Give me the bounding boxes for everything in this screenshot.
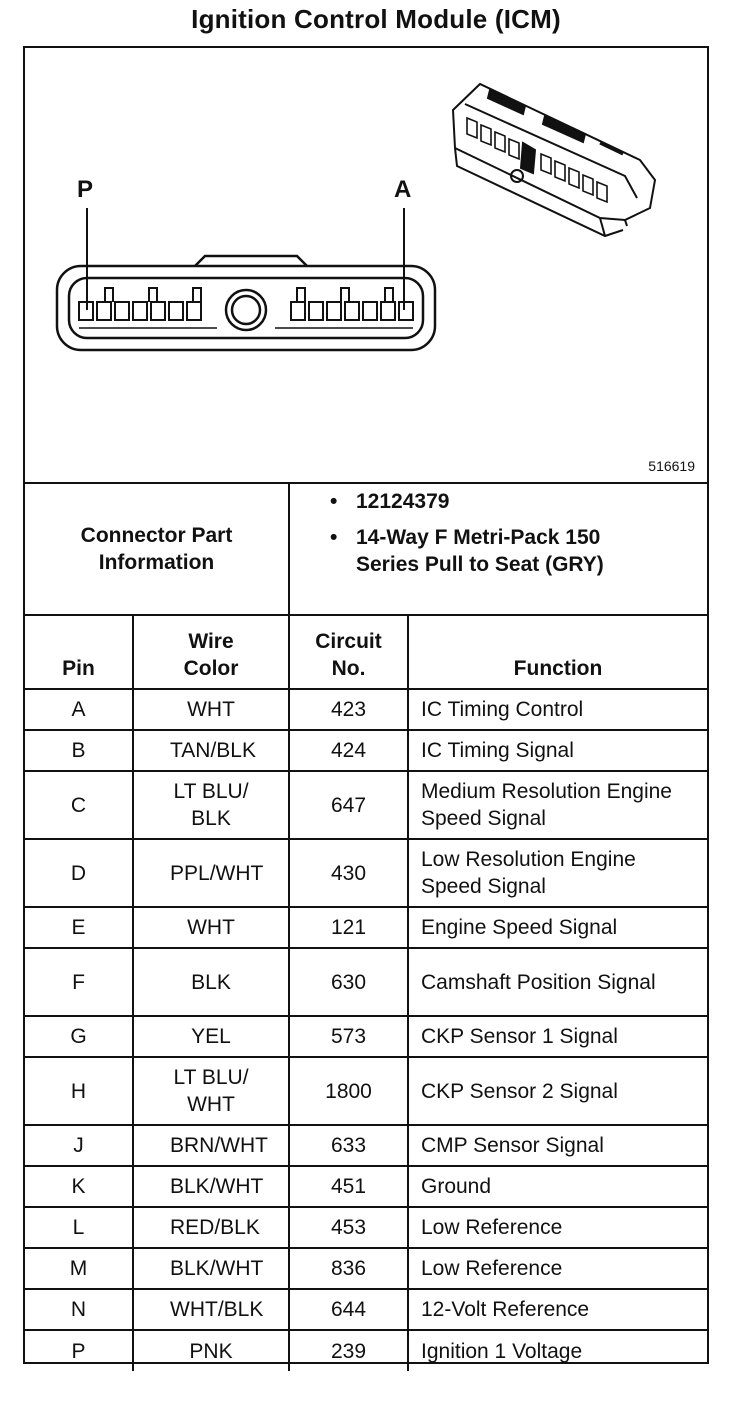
pin-cell: H <box>25 1057 133 1125</box>
pin-cell: L <box>25 1207 133 1248</box>
pin-cell: K <box>25 1166 133 1207</box>
pin-cell: D <box>25 839 133 907</box>
wire-color-cell: WHT <box>133 689 289 730</box>
wire-color-cell: RED/BLK <box>133 1207 289 1248</box>
table-row <box>25 689 707 730</box>
function-cell: IC Timing Signal <box>408 730 707 771</box>
circuit-cell: 423 <box>289 689 408 730</box>
wire-color-cell: WHT <box>133 907 289 948</box>
pin-cell: F <box>25 948 133 1016</box>
circuit-cell: 633 <box>289 1125 408 1166</box>
table-row <box>25 1207 707 1248</box>
table-row <box>25 907 707 948</box>
connector-info-label <box>25 484 290 614</box>
pin-leader-lines <box>87 208 404 310</box>
table-header-row <box>25 616 707 689</box>
header-function: Function <box>408 616 707 689</box>
circuit-cell: 424 <box>289 730 408 771</box>
page-title: Ignition Control Module (ICM) <box>191 4 561 34</box>
header-wire-color: Wire Color <box>133 616 289 689</box>
connector-part-info <box>25 484 707 616</box>
connector-sheet <box>23 46 709 1364</box>
function-cell: 12-Volt Reference <box>408 1289 707 1330</box>
table-row <box>25 839 707 907</box>
pin-label-a: A <box>394 176 412 203</box>
wire-color-cell: WHT/BLK <box>133 1289 289 1330</box>
function-cell: Low Resolution Engine Speed Signal <box>408 839 707 907</box>
pin-label-p: P <box>77 176 94 203</box>
pin-cell: A <box>25 689 133 730</box>
pin-cell: C <box>25 771 133 839</box>
wire-color-cell: BLK <box>133 948 289 1016</box>
function-cell: Ground <box>408 1166 707 1207</box>
pin-cell: G <box>25 1016 133 1057</box>
connector-info-label-line2: Information <box>98 551 215 574</box>
circuit-cell: 644 <box>289 1289 408 1330</box>
header-pin: Pin <box>25 616 133 689</box>
wire-color-cell: BLK/WHT <box>133 1166 289 1207</box>
wire-color-cell: TAN/BLK <box>133 730 289 771</box>
pin-cell: P <box>25 1330 133 1371</box>
function-cell: Low Reference <box>408 1248 707 1289</box>
connector-perspective-icon <box>453 84 655 236</box>
wire-color-cell: YEL <box>133 1016 289 1057</box>
function-cell: Ignition 1 Voltage <box>408 1330 707 1371</box>
pinout-table <box>25 616 707 1371</box>
figure-number: 516619 <box>648 458 695 474</box>
table-row <box>25 948 707 1016</box>
circuit-cell: 451 <box>289 1166 408 1207</box>
wire-color-cell: LT BLU/ WHT <box>133 1057 289 1125</box>
circuit-cell: 1800 <box>289 1057 408 1125</box>
table-row <box>25 730 707 771</box>
table-row <box>25 1330 707 1371</box>
wire-color-cell: BLK/WHT <box>133 1248 289 1289</box>
pin-cell: E <box>25 907 133 948</box>
table-row <box>25 771 707 839</box>
function-cell: IC Timing Control <box>408 689 707 730</box>
circuit-cell: 647 <box>289 771 408 839</box>
function-cell: CKP Sensor 1 Signal <box>408 1016 707 1057</box>
connector-drawing <box>25 48 707 482</box>
function-cell: Camshaft Position Signal <box>408 948 707 1016</box>
circuit-cell: 573 <box>289 1016 408 1057</box>
connector-info-label-line1: Connector Part <box>80 524 233 547</box>
part-number: • 12124379 <box>326 488 700 515</box>
circuit-cell: 836 <box>289 1248 408 1289</box>
wire-color-cell: LT BLU/ BLK <box>133 771 289 839</box>
function-cell: CMP Sensor Signal <box>408 1125 707 1166</box>
connector-diagram <box>25 48 707 484</box>
circuit-cell: 453 <box>289 1207 408 1248</box>
function-cell: Engine Speed Signal <box>408 907 707 948</box>
pin-cell: J <box>25 1125 133 1166</box>
circuit-cell: 430 <box>289 839 408 907</box>
table-row <box>25 1057 707 1125</box>
wire-color-cell: BRN/WHT <box>133 1125 289 1166</box>
pin-cell: B <box>25 730 133 771</box>
wire-color-cell: PPL/WHT <box>133 839 289 907</box>
circuit-cell: 239 <box>289 1330 408 1371</box>
circuit-cell: 630 <box>289 948 408 1016</box>
circuit-cell: 121 <box>289 907 408 948</box>
function-cell: CKP Sensor 2 Signal <box>408 1057 707 1125</box>
header-circuit-no: Circuit No. <box>289 616 408 689</box>
function-cell: Low Reference <box>408 1207 707 1248</box>
pin-cell: N <box>25 1289 133 1330</box>
connector-description: • 14-Way F Metri-Pack 150 Series Pull to Seat (GRY) <box>326 524 646 578</box>
table-row <box>25 1248 707 1289</box>
14-way-connector-icon <box>57 256 435 350</box>
wire-color-cell: PNK <box>133 1330 289 1371</box>
table-row <box>25 1166 707 1207</box>
table-row <box>25 1289 707 1330</box>
connector-info-values <box>290 484 700 614</box>
table-row <box>25 1016 707 1057</box>
pin-cell: M <box>25 1248 133 1289</box>
function-cell: Medium Resolution Engine Speed Signal <box>408 771 707 839</box>
table-row <box>25 1125 707 1166</box>
